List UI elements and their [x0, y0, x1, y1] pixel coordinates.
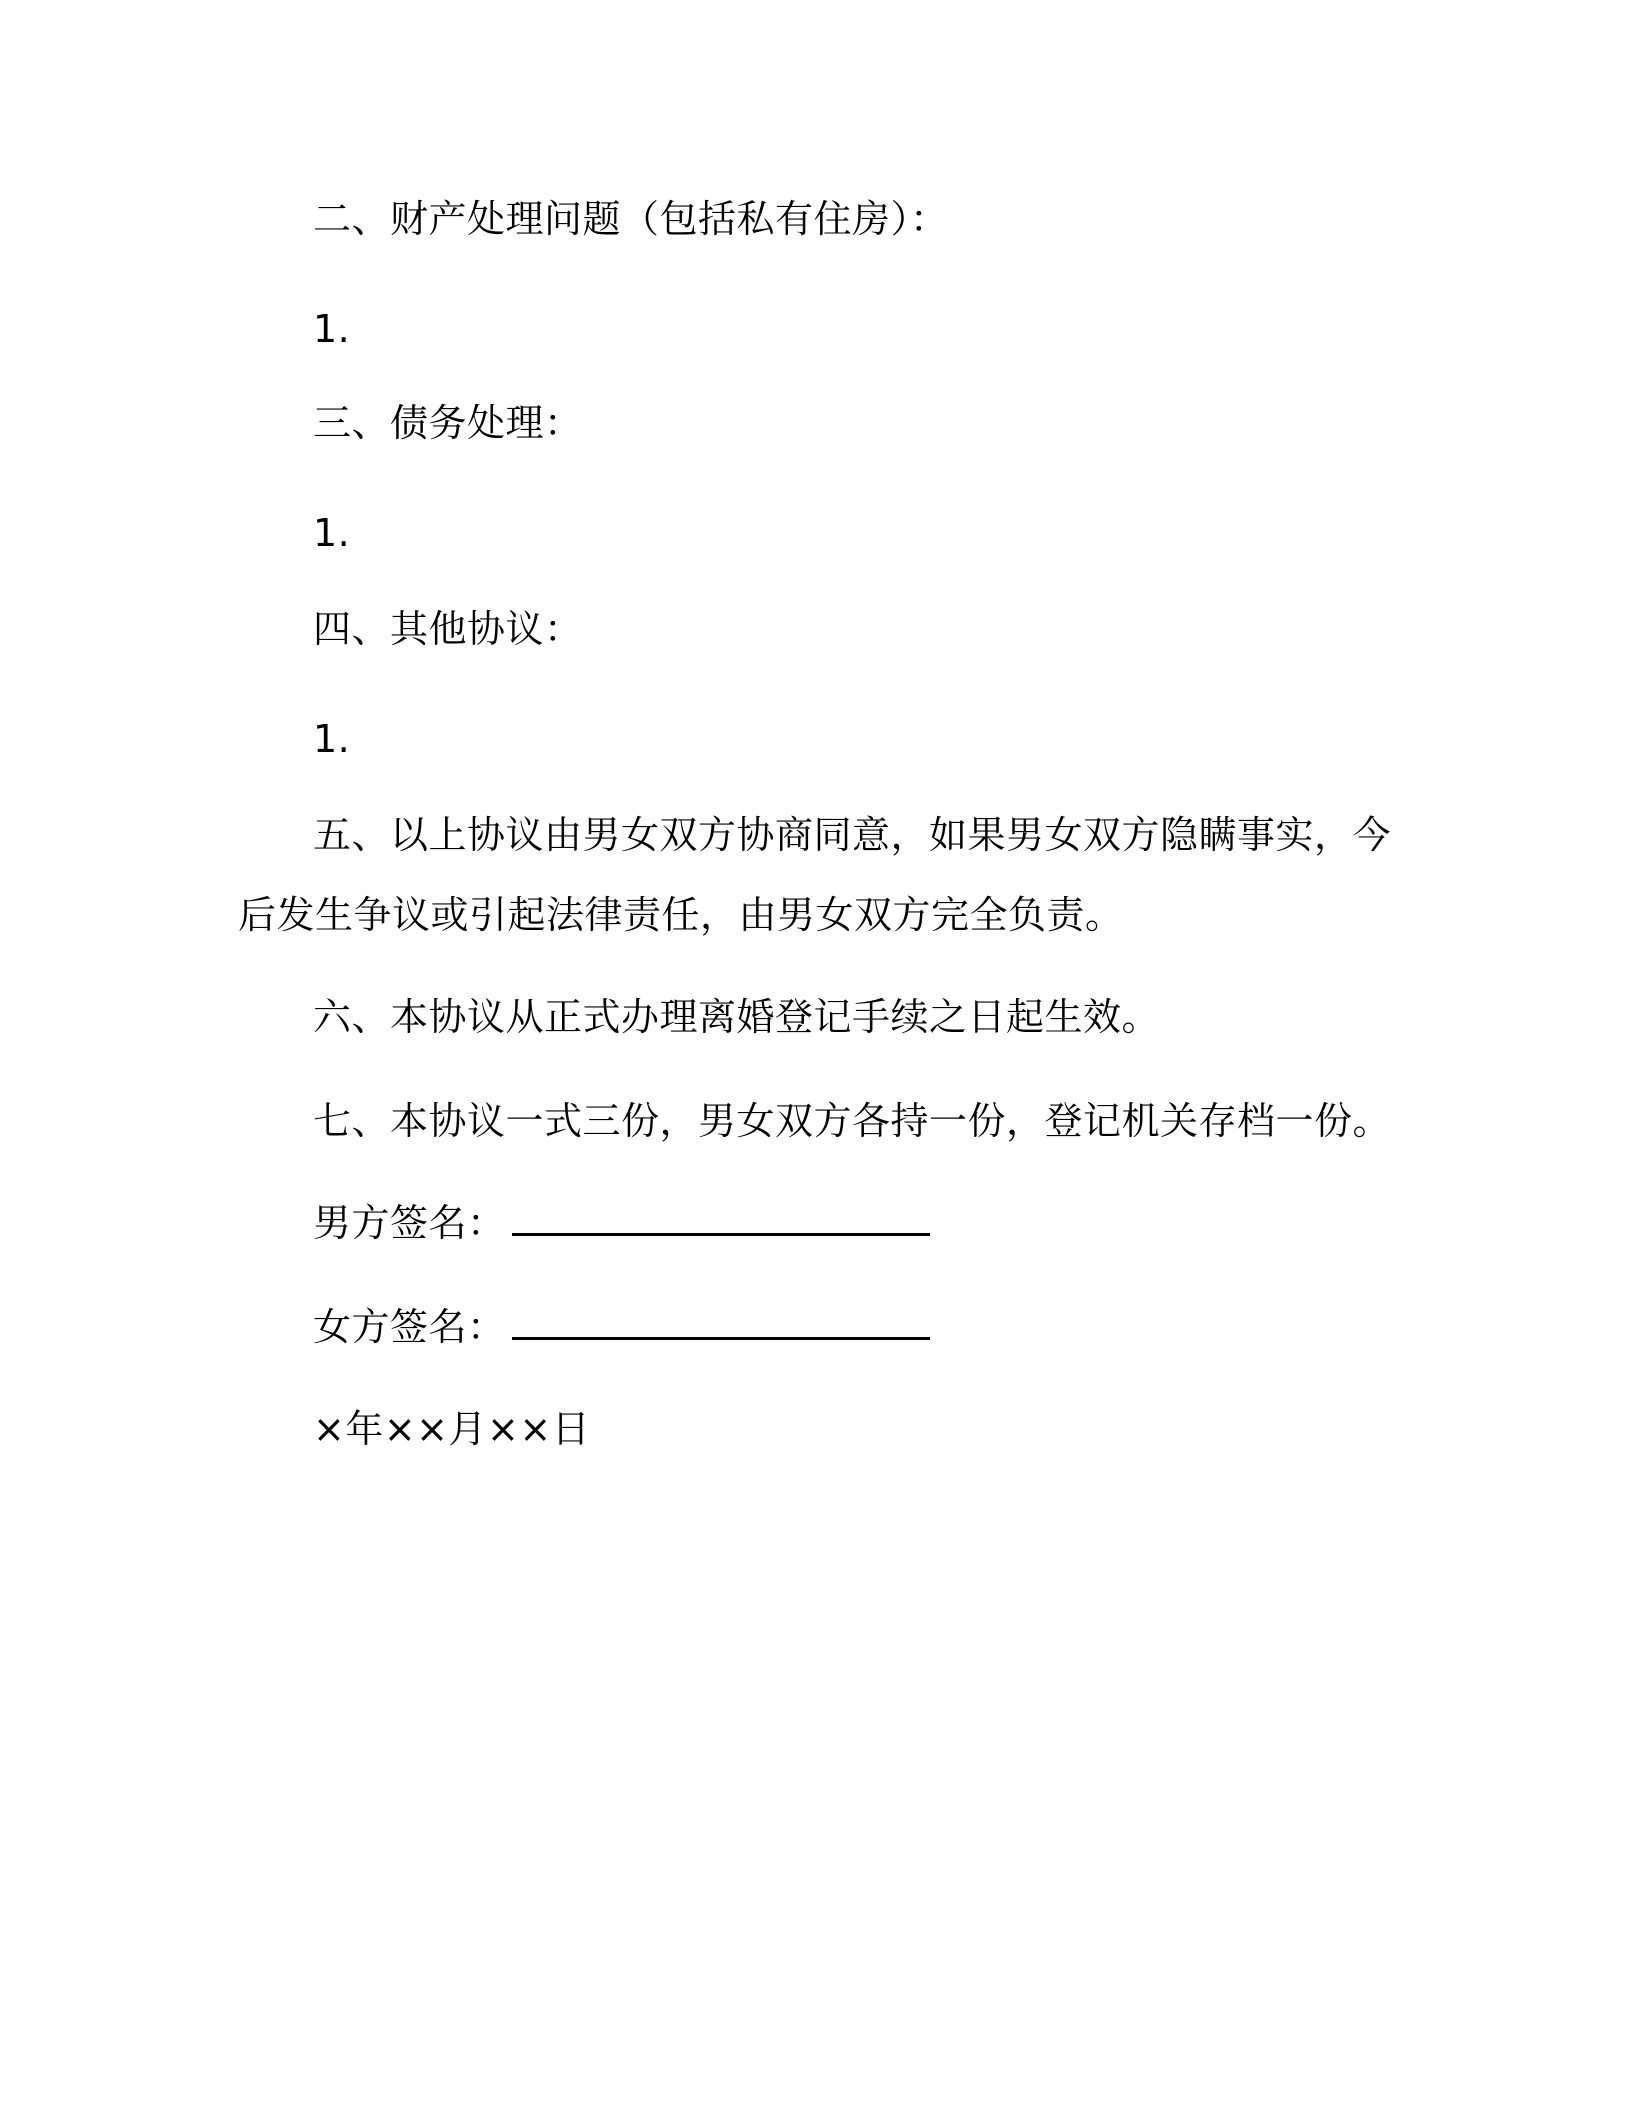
- female-signature-line: [313, 1304, 930, 1350]
- section-6: 六、本协议从正式办理离婚登记手续之日起生效。: [313, 995, 1161, 1039]
- section-3-heading: 三、债务处理：: [313, 401, 583, 445]
- section-7: 七、本协议一式三份，男女双方各持一份，登记机关存档一份。: [313, 1099, 1392, 1143]
- male-signature-label: 男方签名：: [313, 1201, 506, 1245]
- female-signature-field[interactable]: [512, 1305, 930, 1340]
- female-signature-label: 女方签名：: [313, 1305, 506, 1349]
- section-2-item-1: 1.: [313, 307, 351, 351]
- section-5-line-2: 后发生争议或引起法律责任，由男女双方完全负责。: [238, 893, 1124, 937]
- section-5-line-1: 五、以上协议由男女双方协商同意，如果男女双方隐瞒事实，今: [313, 813, 1392, 857]
- section-3-item-1: 1.: [313, 511, 351, 555]
- section-2-heading: 二、财产处理问题（包括私有住房）：: [313, 197, 949, 241]
- date-line: ×年××月××日: [313, 1407, 591, 1451]
- male-signature-field[interactable]: [512, 1201, 930, 1236]
- male-signature-line: [313, 1200, 930, 1246]
- section-4-item-1: 1.: [313, 717, 351, 761]
- section-4-heading: 四、其他协议：: [313, 607, 583, 651]
